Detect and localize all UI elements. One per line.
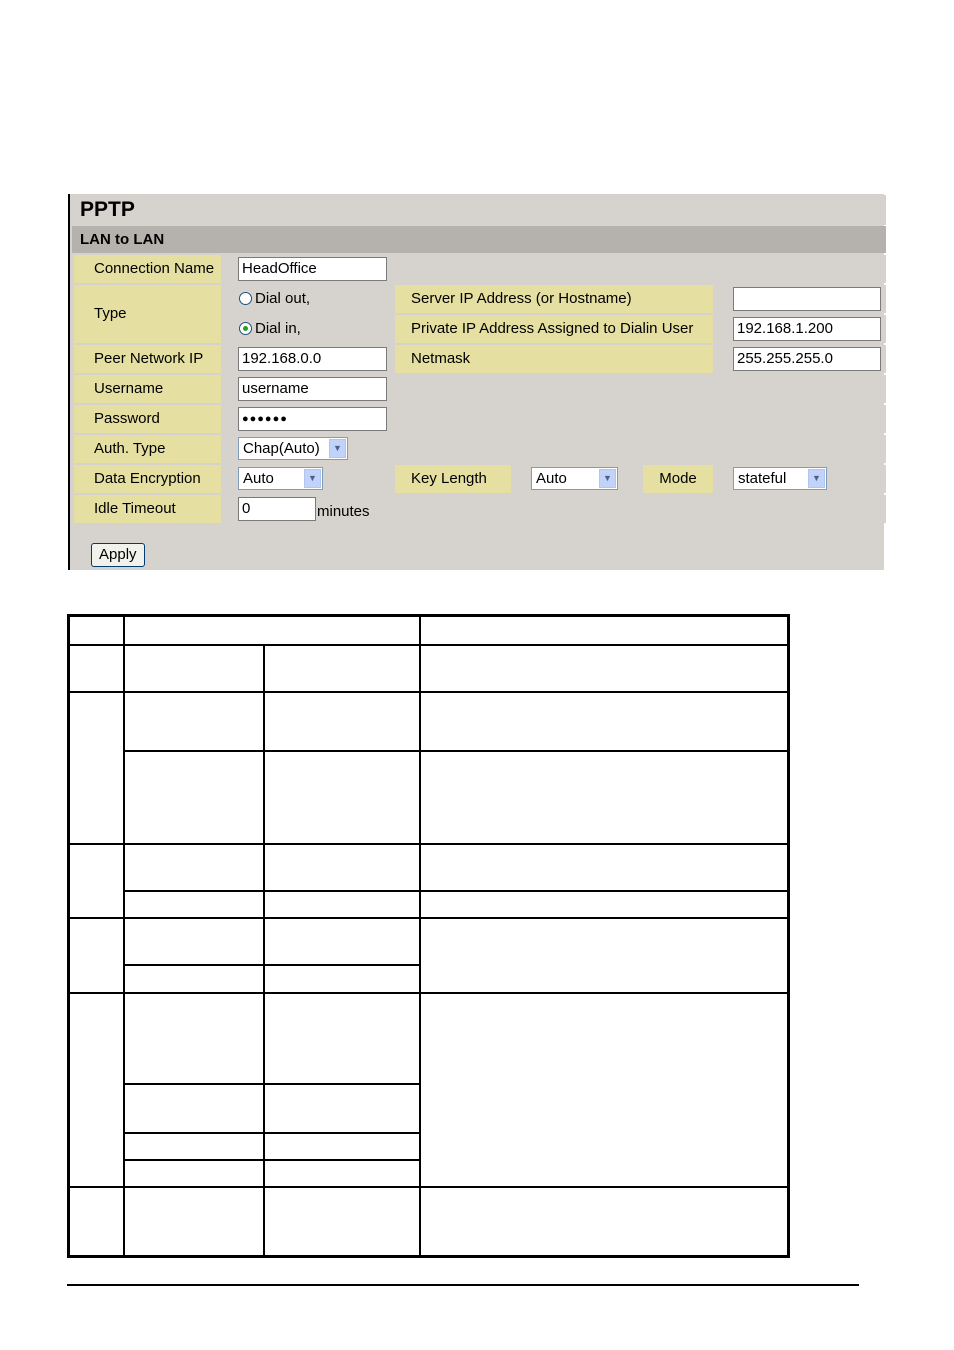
auth-type-cell: [223, 435, 886, 463]
connection-name-label: Connection Name: [74, 255, 221, 283]
chevron-down-icon[interactable]: ▼: [329, 439, 346, 458]
auth-type-value: Chap(Auto): [243, 440, 320, 457]
username-cell: [223, 375, 393, 403]
table-border: [67, 614, 70, 1258]
chevron-down-icon[interactable]: ▼: [599, 469, 616, 488]
table-divider: [419, 614, 421, 1258]
table-divider: [124, 750, 789, 752]
netmask-input[interactable]: 255.255.255.0: [733, 347, 881, 371]
key-length-cell: [513, 465, 641, 493]
private-ip-label: Private IP Address Assigned to Dialin User: [395, 315, 713, 343]
table-divider: [67, 992, 790, 994]
idle-timeout-unit: minutes: [317, 503, 370, 520]
idle-timeout-cell: [223, 495, 886, 523]
mode-select[interactable]: [733, 467, 827, 490]
server-ip-cell: [715, 285, 886, 313]
section-title: LAN to LAN: [72, 226, 886, 253]
chevron-down-icon[interactable]: ▼: [808, 469, 825, 488]
data-encryption-select[interactable]: [238, 467, 323, 490]
mode-value: stateful: [738, 470, 787, 487]
dial-in-option[interactable]: [223, 315, 393, 343]
private-ip-input[interactable]: 192.168.1.200: [733, 317, 881, 341]
table-border: [67, 614, 790, 617]
empty-cell: [395, 405, 886, 433]
table-divider: [67, 1186, 790, 1188]
peer-network-ip-input[interactable]: 192.168.0.0: [238, 347, 387, 371]
dial-in-radio[interactable]: [239, 322, 252, 335]
table-divider: [67, 691, 790, 693]
mode-label: Mode: [643, 465, 713, 493]
empty-cell: [395, 255, 886, 283]
username-input[interactable]: username: [238, 377, 387, 401]
mode-cell: [715, 465, 886, 493]
dial-in-label: Dial in,: [255, 320, 301, 337]
table-divider: [124, 1159, 421, 1161]
table-divider: [123, 614, 125, 1258]
netmask-label: Netmask: [395, 345, 713, 373]
table-divider: [124, 890, 789, 892]
peer-network-ip-label: Peer Network IP: [74, 345, 221, 373]
password-cell: [223, 405, 393, 433]
table-divider: [124, 964, 421, 966]
password-label: Password: [74, 405, 221, 433]
table-divider: [124, 1083, 421, 1085]
auth-type-label: Auth. Type: [74, 435, 221, 463]
username-label: Username: [74, 375, 221, 403]
dial-out-label: Dial out,: [255, 290, 311, 307]
key-length-label: Key Length: [395, 465, 511, 493]
idle-timeout-input[interactable]: 0: [238, 497, 316, 521]
password-input[interactable]: ●●●●●●: [238, 407, 387, 431]
table-border: [67, 1255, 790, 1258]
page-title: PPTP: [72, 195, 886, 225]
key-length-select[interactable]: [531, 467, 618, 490]
data-encryption-label: Data Encryption: [74, 465, 221, 493]
empty-cell: [395, 375, 886, 403]
table-divider: [124, 1132, 421, 1134]
table-border: [787, 614, 790, 1258]
auth-type-select[interactable]: [238, 437, 348, 460]
dial-out-option[interactable]: [223, 285, 393, 313]
pptp-panel: [68, 194, 884, 570]
server-ip-label: Server IP Address (or Hostname): [395, 285, 713, 313]
netmask-cell: [715, 345, 886, 373]
table-divider: [67, 843, 790, 845]
server-ip-input[interactable]: [733, 287, 881, 311]
table-divider: [263, 645, 265, 1258]
table-divider: [67, 644, 790, 646]
peer-network-ip-cell: [223, 345, 393, 373]
apply-button[interactable]: Apply: [91, 543, 145, 567]
data-encryption-value: Auto: [243, 470, 274, 487]
type-label: Type: [74, 285, 221, 343]
data-encryption-cell: [223, 465, 393, 493]
footer-rule: [67, 1284, 859, 1286]
idle-timeout-label: Idle Timeout: [74, 495, 221, 523]
connection-name-cell: [223, 255, 393, 283]
connection-name-input[interactable]: HeadOffice: [238, 257, 387, 281]
key-length-value: Auto: [536, 470, 567, 487]
table-divider: [67, 917, 790, 919]
private-ip-cell: [715, 315, 886, 343]
chevron-down-icon[interactable]: ▼: [304, 469, 321, 488]
dial-out-radio[interactable]: [239, 292, 252, 305]
